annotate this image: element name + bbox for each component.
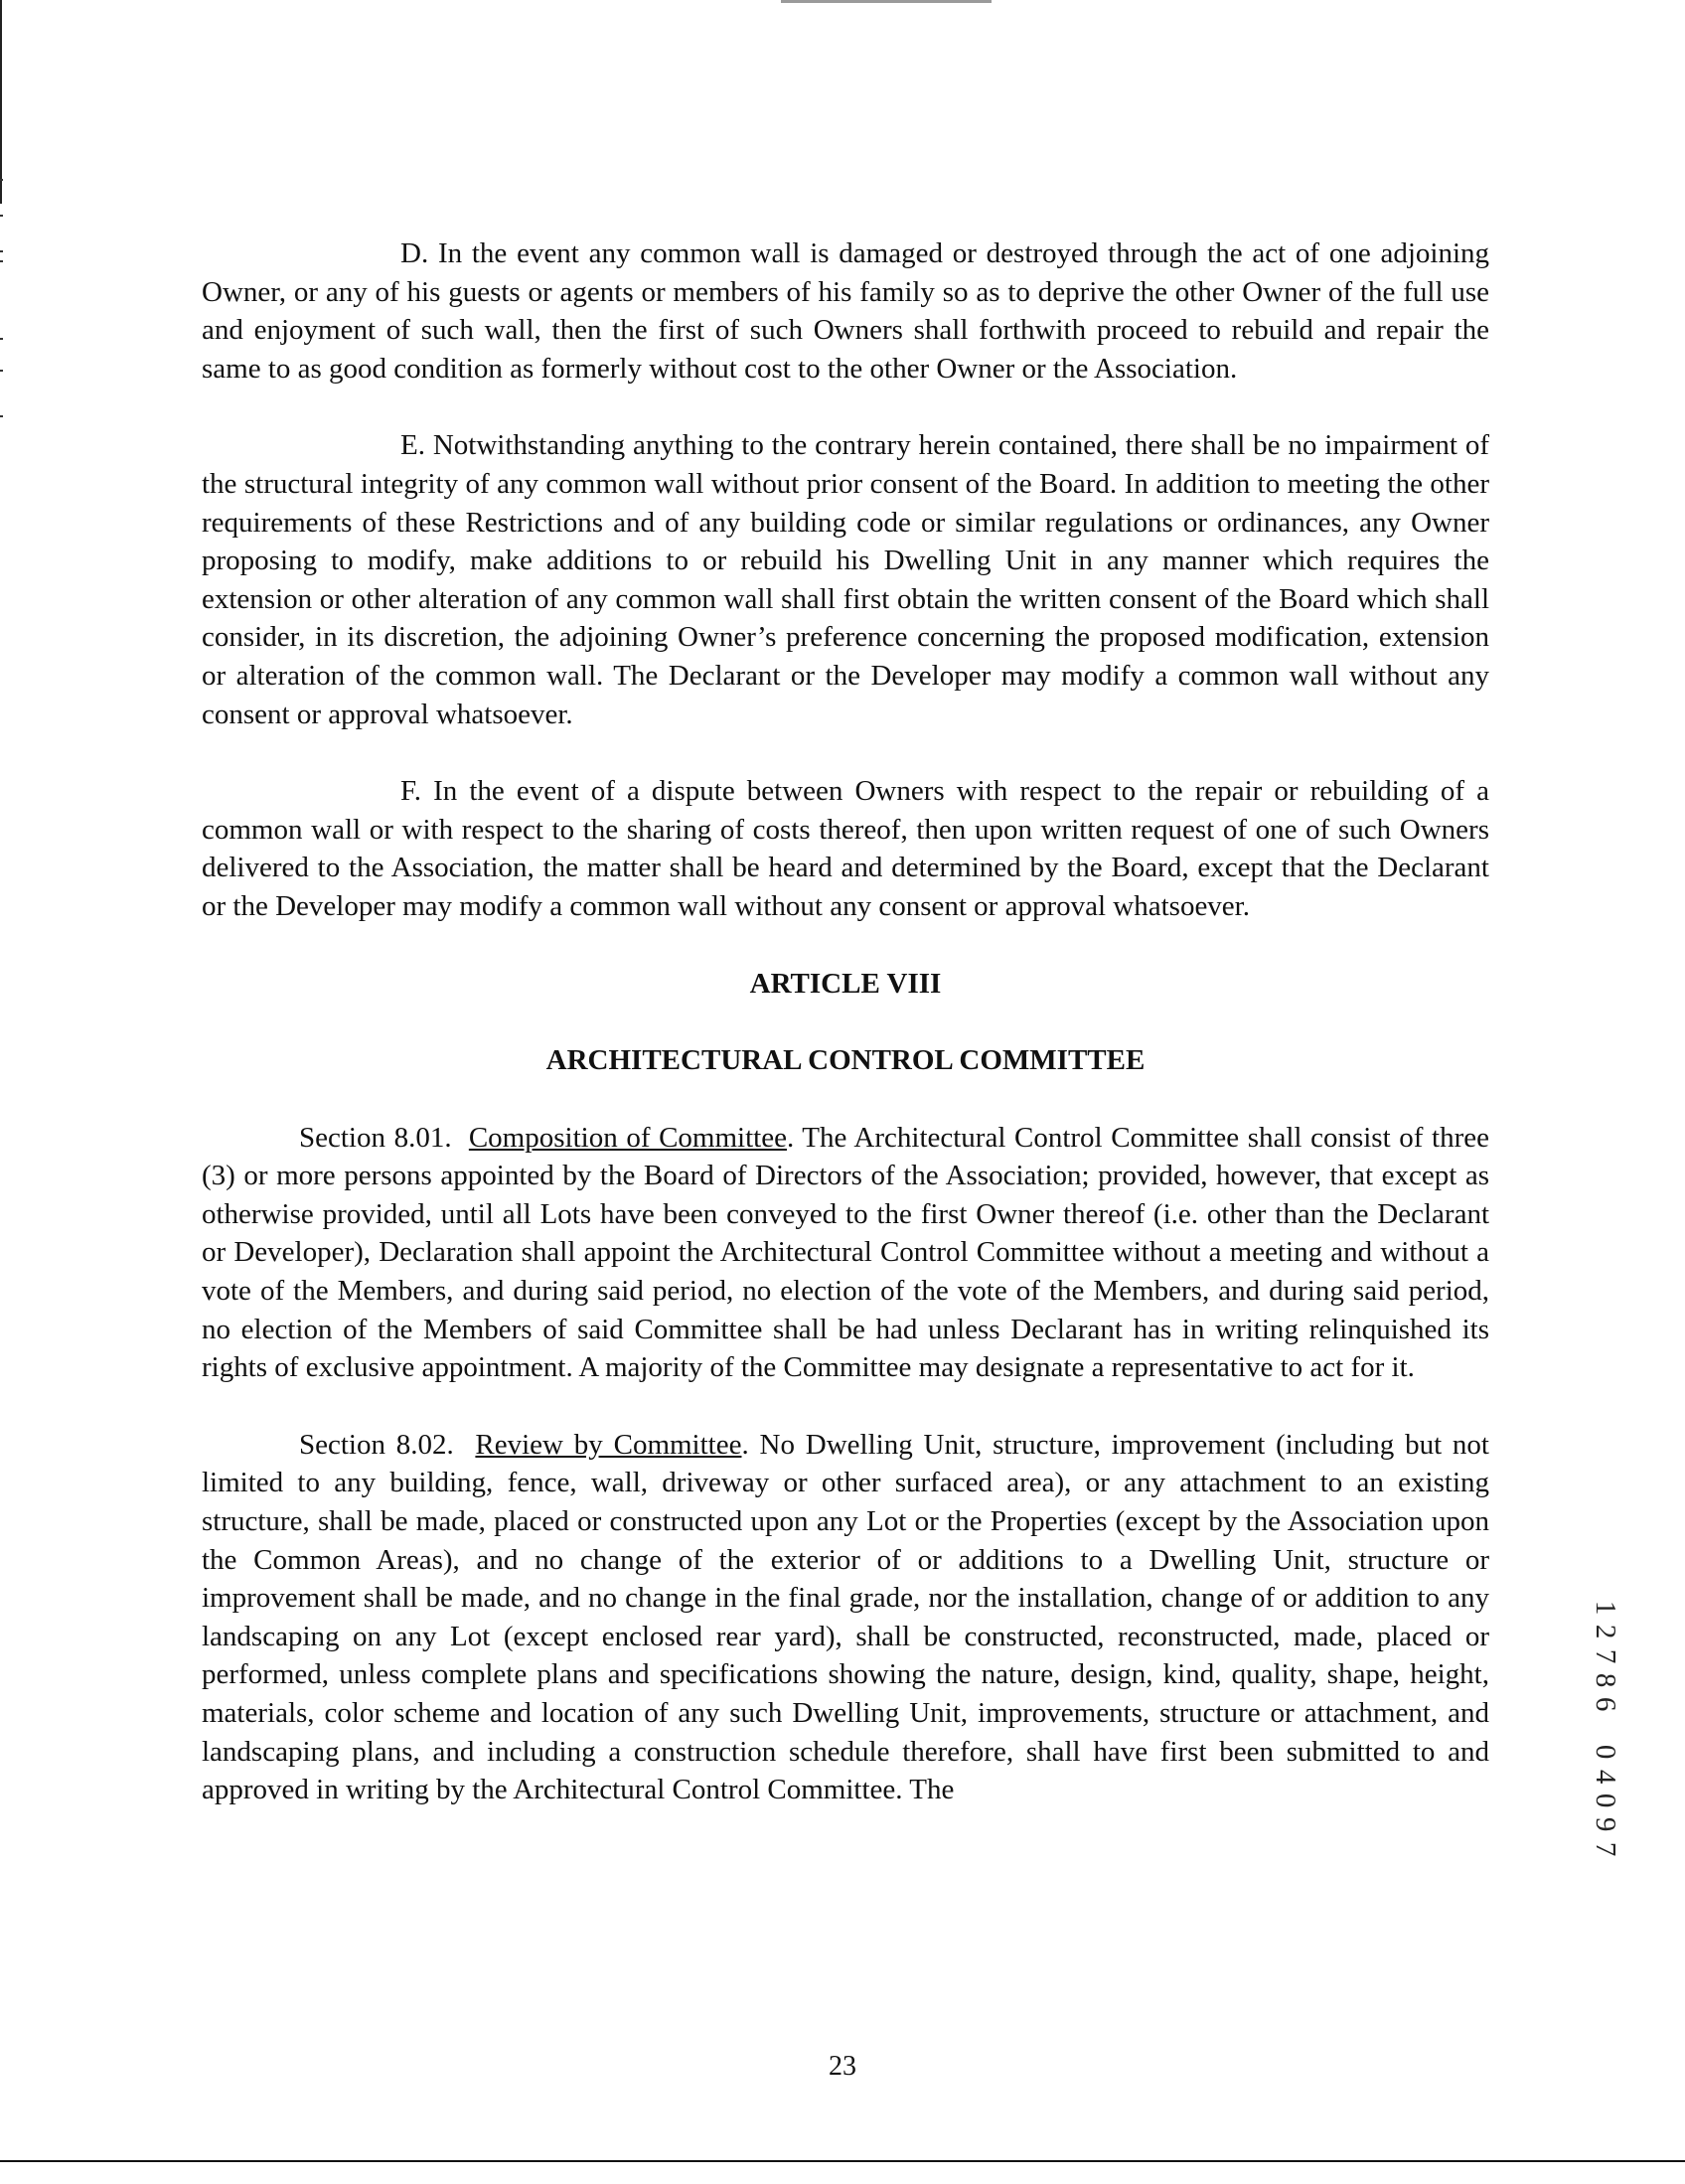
section-heading: Review by Committee [475, 1428, 742, 1461]
stamp-digit: 0 [1590, 1793, 1622, 1808]
stamp-digit: 6 [1590, 1697, 1622, 1712]
scan-left-tick [0, 250, 3, 252]
article-number: ARTICLE VIII [749, 967, 942, 1000]
section-8-02 [202, 1426, 1489, 1809]
section-text: . The Architectural Control Committee shall consist of three (3) or more persons appointed by the Board of Directors of the Association; provided, however, that except as otherwise provided, until all Lots have been conveyed to the first Owner thereof (i.e. other than the Declarant or Developer), Declaration shall appoint the Architectural Control Committee without a meeting and without a vote of the Members, and during said period, no election of the vote of the Members, and during said period, no election of the Members of said Committee shall be had unless Declarant has in writing relinquished its rights of exclusive appointment. A majority of the Committee may designate a representative to act for it. [202, 1121, 1489, 1384]
paragraph-d: D. In the event any common wall is damaged or destroyed through the act of one adjoining Owner, or any of his guests or agents or members of his family so as to deprive the other Owner of the full use and enjoyment of such wall, then the first of such Owners shall forthwith proceed to rebuild and repair the same to as good condition as formerly without cost to the other Owner or the Association. [202, 237, 1489, 385]
stamp-digit: 4 [1590, 1769, 1622, 1785]
stamp-digit: 1 [1590, 1600, 1622, 1616]
scan-left-tick [0, 260, 3, 262]
stamp-digit: 9 [1590, 1817, 1622, 1832]
stamp-digit: 0 [1590, 1745, 1622, 1760]
recording-number-stamp [1586, 1596, 1625, 1861]
stamp-digit: 2 [1590, 1625, 1622, 1639]
scan-left-tick [0, 338, 3, 340]
section-heading: Composition of Committee [468, 1121, 787, 1154]
stamp-digit: 7 [1590, 1841, 1622, 1857]
scan-bottom-line [0, 2160, 1685, 2162]
article-title: ARCHITECTURAL CONTROL COMMITTEE [545, 1044, 1146, 1077]
scan-left-tick [0, 215, 3, 217]
section-8-01 [202, 1119, 1489, 1387]
paragraph-f: F. In the event of a dispute between Owners with respect to the repair or rebuilding of a common wall or with respect to the sharing of costs thereof, then upon written request of one of such Owners delivered to the Association, the matter shall be heard and determined by the Board, except that the Declarant or the Developer may modify a common wall without any consent or approval whatsoever. [202, 775, 1489, 922]
section-number: Section 8.02. [299, 1428, 454, 1461]
section-number: Section 8.01. [299, 1121, 452, 1154]
paragraph-e: E. Notwithstanding anything to the contrary herein contained, there shall be no impairment of the structural integrity of any common wall without prior consent of the Board. In addition to meeting the other requirements of these Restrictions and of any building code or similar regulations or ordinances, any Owner proposing to modify, make additions to or rebuild his Dwelling Unit in any manner which requires the extension or other alteration of any common wall shall first obtain the written consent of the Board which shall consider, in its discretion, the adjoining Owner’s preference concerning the proposed modification, extension or alteration of the common wall. The Declarant or the Developer may modify a common wall without any consent or approval whatsoever. [202, 429, 1489, 730]
stamp-digit: 8 [1590, 1672, 1622, 1688]
scan-left-edge [0, 0, 2, 204]
page-number: 23 [829, 2051, 856, 2082]
scan-left-tick [0, 415, 3, 417]
document-body [202, 234, 1489, 1809]
scan-left-tick [0, 370, 3, 372]
scan-left-tick [0, 179, 3, 181]
section-text: . No Dwelling Unit, structure, improvement (including but not limited to any building, fence, wall, driveway or other surfaced area), or any attachment to an existing structure, shall be made, placed or constructed upon any Lot or the Properties (except by the Association upon the Common Areas), and no change of the exterior of or additions to a Dwelling Unit, structure or improvement shall be made, and no change in the final grade, nor the installation, change of or addition to any landscaping on any Lot (except enclosed rear yard), shall be constructed, reconstructed, made, placed or performed, unless complete plans and specifications showing the nature, design, kind, quality, shape, height, materials, color scheme and location of any such Dwelling Unit, improvements, structure or attachment, and landscaping plans, and including a construction schedule therefore, shall have first been submitted to and approved in writing by the Architectural Control Committee. The [202, 1428, 1489, 1806]
scan-top-mark [781, 0, 992, 3]
stamp-digit: 7 [1590, 1648, 1622, 1663]
